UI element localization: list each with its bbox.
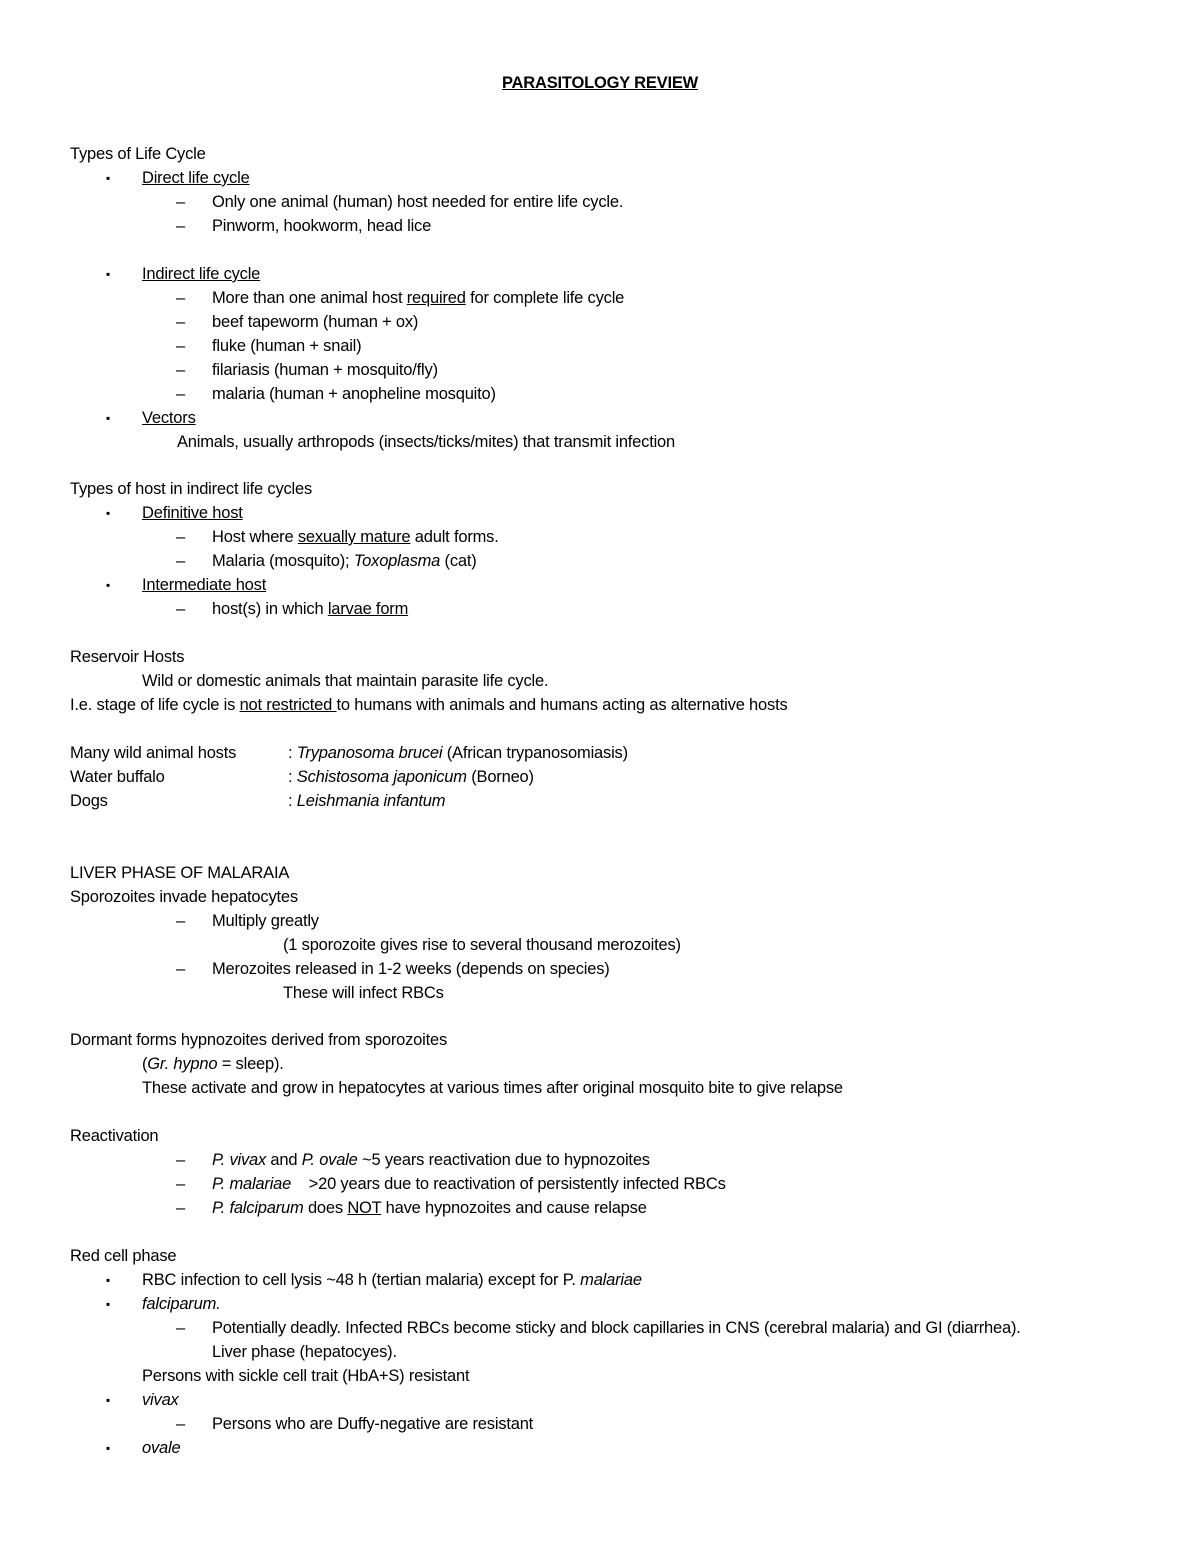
list-item: Merozoites released in 1-2 weeks (depends on species) xyxy=(212,960,610,978)
list-item: Multiply greatly xyxy=(212,912,319,930)
dash-icon: – xyxy=(176,1415,186,1433)
bullet-icon: ▪ xyxy=(106,171,111,185)
dash-icon: – xyxy=(176,361,186,379)
subheading: Sporozoites invade hepatocytes xyxy=(70,888,298,906)
dash-icon: – xyxy=(176,1175,186,1193)
list-item: host(s) in which larvae form xyxy=(212,600,409,618)
bullet-icon: ▪ xyxy=(106,578,111,592)
note-line: (1 sporozoite gives rise to several thousand merozoites) xyxy=(283,936,681,954)
vectors-text: Animals, usually arthropods (insects/ticks/mites) that transmit infection xyxy=(177,433,676,451)
section-heading-life-cycle: Types of Life Cycle xyxy=(70,145,206,163)
intermediate-host-label: Intermediate host xyxy=(142,576,267,594)
section-heading-host-types: Types of host in indirect life cycles xyxy=(70,480,313,498)
direct-life-cycle-label: Direct life cycle xyxy=(142,169,250,187)
paragraph-line: These activate and grow in hepatocytes at various times after original mosquito bite to give relapse xyxy=(142,1079,843,1097)
bullet-icon: ▪ xyxy=(106,1273,111,1287)
list-item: Pinworm, hookworm, head lice xyxy=(212,217,432,235)
dash-icon: – xyxy=(176,217,186,235)
dash-icon: – xyxy=(176,960,186,978)
section-heading-liver-phase: LIVER PHASE OF MALARAIA xyxy=(70,864,290,882)
paragraph-line: I.e. stage of life cycle is not restricted to humans with animals and humans acting as alternative hosts xyxy=(70,696,788,714)
dash-icon: – xyxy=(176,313,186,331)
bullet-icon: ▪ xyxy=(106,1393,111,1407)
definitive-host-label: Definitive host xyxy=(142,504,243,522)
bullet-icon: ▪ xyxy=(106,1297,111,1311)
paragraph-line: Persons with sickle cell trait (HbA+S) resistant xyxy=(142,1367,470,1385)
indirect-life-cycle-label: Indirect life cycle xyxy=(142,265,261,283)
bullet-icon: ▪ xyxy=(106,506,111,520)
list-item: P. malariae >20 years due to reactivation of persistently infected RBCs xyxy=(212,1175,726,1193)
bullet-icon: ▪ xyxy=(106,267,111,281)
dash-icon: – xyxy=(176,600,186,618)
page-title: PARASITOLOGY REVIEW xyxy=(501,74,699,92)
dash-icon: – xyxy=(176,552,186,570)
list-item: Host where sexually mature adult forms. xyxy=(212,528,499,546)
list-item: fluke (human + snail) xyxy=(212,337,362,355)
list-item: vivax xyxy=(142,1391,179,1409)
dash-icon: – xyxy=(176,1199,186,1217)
list-item: malaria (human + anopheline mosquito) xyxy=(212,385,496,403)
vectors-label: Vectors xyxy=(142,409,196,427)
section-heading-reservoir: Reservoir Hosts xyxy=(70,648,185,666)
bullet-icon: ▪ xyxy=(106,411,111,425)
dash-icon: – xyxy=(176,1319,186,1337)
reservoir-host-species: : Trypanosoma brucei (African trypanosomiasis) xyxy=(288,744,628,762)
dash-icon: – xyxy=(176,385,186,403)
paragraph-line: Wild or domestic animals that maintain parasite life cycle. xyxy=(142,672,549,690)
dash-icon: – xyxy=(176,337,186,355)
dash-icon: – xyxy=(176,1151,186,1169)
list-item: ovale xyxy=(142,1439,181,1457)
reservoir-host-name: Many wild animal hosts xyxy=(70,744,237,762)
dash-icon: – xyxy=(176,528,186,546)
reservoir-host-name: Water buffalo xyxy=(70,768,165,786)
list-item: falciparum. xyxy=(142,1295,221,1313)
note-line: These will infect RBCs xyxy=(283,984,444,1002)
dash-icon: – xyxy=(176,912,186,930)
section-heading-reactivation: Reactivation xyxy=(70,1127,159,1145)
section-heading-red-cell: Red cell phase xyxy=(70,1247,177,1265)
reservoir-host-species: : Leishmania infantum xyxy=(288,792,446,810)
section-heading-dormant: Dormant forms hypnozoites derived from sporozoites xyxy=(70,1031,447,1049)
list-item: RBC infection to cell lysis ~48 h (tertian malaria) except for P. malariae xyxy=(142,1271,642,1289)
list-item: filariasis (human + mosquito/fly) xyxy=(212,361,438,379)
dash-icon: – xyxy=(176,193,186,211)
list-item: Only one animal (human) host needed for entire life cycle. xyxy=(212,193,624,211)
list-item-continuation: Liver phase (hepatocyes). xyxy=(212,1343,397,1361)
dash-icon: – xyxy=(176,289,186,307)
paragraph-line: (Gr. hypno = sleep). xyxy=(142,1055,284,1073)
list-item: Malaria (mosquito); Toxoplasma (cat) xyxy=(212,552,477,570)
reservoir-host-species: : Schistosoma japonicum (Borneo) xyxy=(288,768,534,786)
list-item: P. vivax and P. ovale ~5 years reactivation due to hypnozoites xyxy=(212,1151,650,1169)
list-item: P. falciparum does NOT have hypnozoites and cause relapse xyxy=(212,1199,647,1217)
reservoir-host-name: Dogs xyxy=(70,792,108,810)
list-item: Potentially deadly. Infected RBCs become sticky and block capillaries in CNS (cerebral malaria) and GI (diarrhea). xyxy=(212,1319,1021,1337)
list-item: Persons who are Duffy-negative are resistant xyxy=(212,1415,534,1433)
list-item: beef tapeworm (human + ox) xyxy=(212,313,419,331)
bullet-icon: ▪ xyxy=(106,1441,111,1455)
list-item: More than one animal host required for complete life cycle xyxy=(212,289,625,307)
